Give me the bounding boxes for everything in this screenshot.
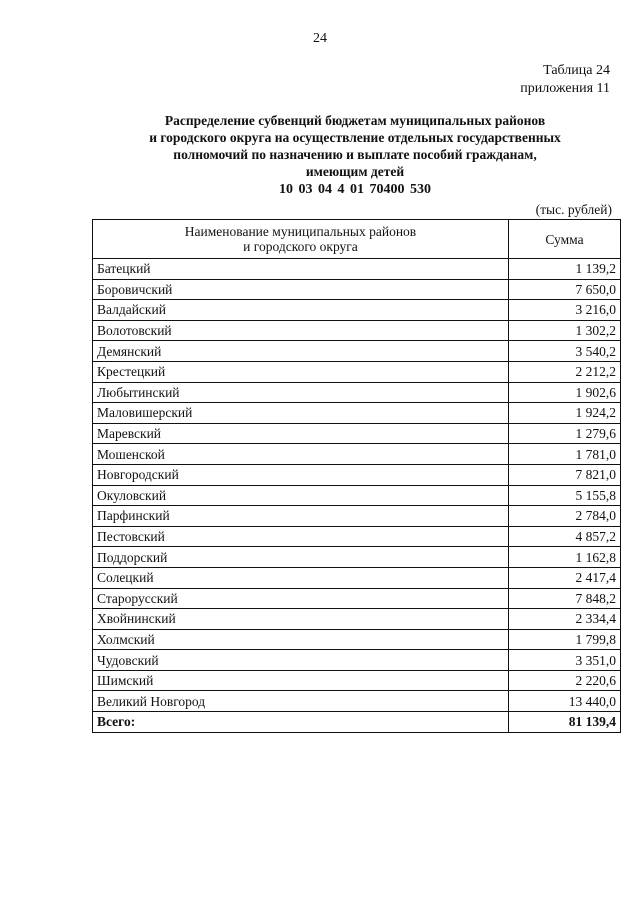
district-name: Старорусский bbox=[93, 588, 509, 609]
district-name: Волотовский bbox=[93, 320, 509, 341]
district-name: Маревский bbox=[93, 423, 509, 444]
table-row bbox=[93, 382, 621, 403]
district-name: Валдайский bbox=[93, 300, 509, 321]
table-row bbox=[93, 444, 621, 465]
table-row bbox=[93, 609, 621, 630]
subsidy-table bbox=[92, 219, 621, 733]
table-row bbox=[93, 464, 621, 485]
title-line-4: имеющим детей bbox=[305, 164, 405, 179]
table-row bbox=[93, 629, 621, 650]
district-sum: 5 155,8 bbox=[509, 485, 621, 506]
district-name: Поддорский bbox=[93, 547, 509, 568]
district-name: Мошенской bbox=[93, 444, 509, 465]
district-sum: 2 334,4 bbox=[509, 609, 621, 630]
district-name: Холмский bbox=[93, 629, 509, 650]
district-name: Окуловский bbox=[93, 485, 509, 506]
district-sum: 3 351,0 bbox=[509, 650, 621, 671]
table-header-row bbox=[93, 220, 621, 259]
page-number: 24 bbox=[313, 31, 327, 46]
district-sum: 3 540,2 bbox=[509, 341, 621, 362]
table-row bbox=[93, 588, 621, 609]
district-sum: 7 821,0 bbox=[509, 464, 621, 485]
district-sum: 2 212,2 bbox=[509, 361, 621, 382]
district-sum: 4 857,2 bbox=[509, 526, 621, 547]
district-name: Парфинский bbox=[93, 506, 509, 527]
table-row bbox=[93, 506, 621, 527]
district-sum: 1 279,6 bbox=[509, 423, 621, 444]
district-sum: 1 302,2 bbox=[509, 320, 621, 341]
district-name: Демянский bbox=[93, 341, 509, 362]
table-row bbox=[93, 361, 621, 382]
table-row bbox=[93, 650, 621, 671]
district-sum: 1 799,8 bbox=[509, 629, 621, 650]
title-line-3: полномочий по назначению и выплате пособий гражданам, bbox=[173, 147, 537, 162]
district-sum: 1 162,8 bbox=[509, 547, 621, 568]
district-sum: 1 924,2 bbox=[509, 403, 621, 424]
district-sum: 2 220,6 bbox=[509, 670, 621, 691]
table-row bbox=[93, 403, 621, 424]
district-name: Чудовский bbox=[93, 650, 509, 671]
district-name: Пестовский bbox=[93, 526, 509, 547]
column-header-name-line-1: Наименование муниципальных районов bbox=[184, 224, 417, 239]
district-sum: 1 139,2 bbox=[509, 259, 621, 280]
district-name: Хвойнинский bbox=[93, 609, 509, 630]
budget-classification-code: 10 03 04 4 01 70400 530 bbox=[279, 182, 431, 197]
column-header-sum: Сумма bbox=[509, 220, 621, 259]
district-name: Крестецкий bbox=[93, 361, 509, 382]
table-row bbox=[93, 670, 621, 691]
district-name: Маловишерский bbox=[93, 403, 509, 424]
table-total-row bbox=[93, 712, 621, 733]
district-name: Любытинский bbox=[93, 382, 509, 403]
district-sum: 2 417,4 bbox=[509, 567, 621, 588]
district-name: Батецкий bbox=[93, 259, 509, 280]
district-sum: 1 781,0 bbox=[509, 444, 621, 465]
table-row bbox=[93, 279, 621, 300]
district-sum: 2 784,0 bbox=[509, 506, 621, 527]
appendix-annex-label: приложения 11 bbox=[520, 81, 610, 96]
table-row bbox=[93, 259, 621, 280]
district-name: Солецкий bbox=[93, 567, 509, 588]
total-sum: 81 139,4 bbox=[509, 712, 621, 733]
document-title bbox=[95, 112, 615, 198]
district-name: Шимский bbox=[93, 670, 509, 691]
district-name: Великий Новгород bbox=[93, 691, 509, 712]
district-sum: 1 902,6 bbox=[509, 382, 621, 403]
appendix-reference bbox=[520, 62, 610, 98]
table-row bbox=[93, 320, 621, 341]
column-header-name-line-2: и городского округа bbox=[243, 239, 358, 254]
total-label: Всего: bbox=[93, 712, 509, 733]
table-row bbox=[93, 300, 621, 321]
table-row bbox=[93, 485, 621, 506]
title-line-2: и городского округа на осуществление отдельных государственных bbox=[149, 130, 561, 145]
table-row bbox=[93, 691, 621, 712]
district-sum: 7 650,0 bbox=[509, 279, 621, 300]
district-sum: 13 440,0 bbox=[509, 691, 621, 712]
title-line-1: Распределение субвенций бюджетам муниципальных районов bbox=[164, 113, 546, 128]
district-sum: 7 848,2 bbox=[509, 588, 621, 609]
table-row bbox=[93, 567, 621, 588]
appendix-table-number: Таблица 24 bbox=[543, 63, 610, 78]
table-row bbox=[93, 341, 621, 362]
table-row bbox=[93, 423, 621, 444]
district-sum: 3 216,0 bbox=[509, 300, 621, 321]
district-name: Новгородский bbox=[93, 464, 509, 485]
table-row bbox=[93, 547, 621, 568]
column-header-name bbox=[93, 220, 509, 259]
district-name: Боровичский bbox=[93, 279, 509, 300]
units-label: (тыс. рублей) bbox=[535, 202, 612, 217]
table-row bbox=[93, 526, 621, 547]
